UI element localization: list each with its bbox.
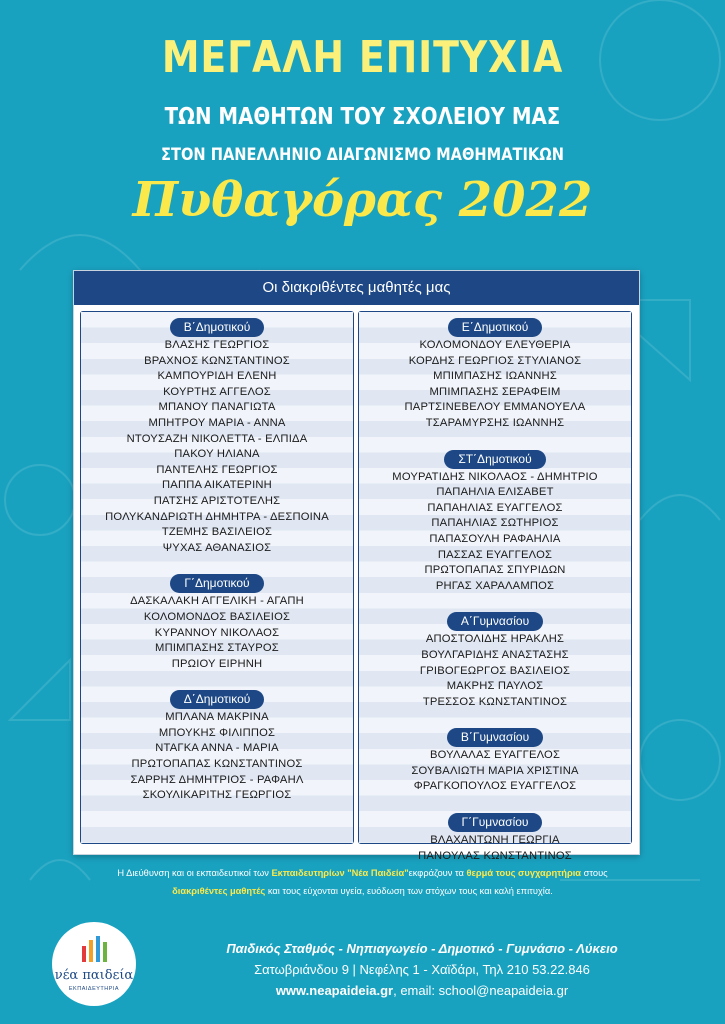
student-name: ΔΑΣΚΑΛΑΚΗ ΑΓΓΕΛΙΚΗ - ΑΓΑΠΗ <box>130 595 304 608</box>
right-column <box>358 311 632 862</box>
student-name: ΤΖΕΜΗΣ ΒΑΣΙΛΕΙΟΣ <box>161 526 273 539</box>
student-name: ΠΡΩΙΟΥ ΕΙΡΗΝΗ <box>171 657 263 670</box>
student-name: ΠΑΠΑΗΛΙΑ ΕΛΙΣΑΒΕΤ <box>436 486 554 499</box>
student-name: ΝΤΑΓΚΑ ΑΝΝΑ - ΜΑΡΙΑ <box>155 742 279 755</box>
grade-badge: Γ΄Δημοτικού <box>170 574 263 593</box>
grade-badge: Α΄Γυμνασίου <box>447 612 543 631</box>
student-name: ΜΠΗΤΡΟΥ ΜΑΡΙΑ - ΑΝΝΑ <box>148 416 286 429</box>
student-name: ΒΟΥΛΑΛΑΣ ΕΥΑΓΓΕΛΟΣ <box>429 749 561 762</box>
school-logo <box>52 922 136 1006</box>
website-link[interactable]: www.neapaideia.gr <box>275 983 394 998</box>
student-name: ΜΟΥΡΑΤΙΔΗΣ ΝΙΚΟΛΑΟΣ - ΔΗΜΗΤΡΙΟ <box>392 470 598 483</box>
student-name: ΜΠΙΜΠΑΣΗΣ ΣΤΑΥΡΟΣ <box>155 642 279 655</box>
left-column <box>80 311 354 844</box>
student-name: ΝΤΟΥΣΑΖΗ ΝΙΚΟΛΕΤΤΑ - ΕΛΠΙΔΑ <box>126 432 308 445</box>
student-name: ΜΠΟΥΚΗΣ ΦΙΛΙΠΠΟΣ <box>158 726 276 739</box>
student-name: ΚΟΛΟΜΟΝΔΟΥ ΕΛΕΥΘΕΡΙΑ <box>419 339 571 351</box>
grade-badge: ΣΤ΄Δημοτικού <box>444 450 545 469</box>
student-name: ΜΠΙΜΠΑΣΗΣ ΙΩΑΝΝΗΣ <box>433 370 557 383</box>
student-name: ΒΟΥΛΓΑΡΙΔΗΣ ΑΝΑΣΤΑΣΗΣ <box>421 648 569 661</box>
student-name: ΚΟΛΟΜΟΝΔΟΣ ΒΑΣΙΛΕΙΟΣ <box>143 610 291 623</box>
student-name: ΚΑΜΠΟΥΡΙΔΗ ΕΛΕΝΗ <box>157 370 277 383</box>
grade-badge: Ε΄Δημοτικού <box>448 318 543 337</box>
student-name: ΚΟΡΔΗΣ ΓΕΩΡΓΙΟΣ ΣΤΥΛΙΑΝΟΣ <box>408 354 582 367</box>
student-name: ΠΑΠΑΗΛΙΑΣ ΣΩΤΗΡΙΟΣ <box>431 517 559 530</box>
subtitle-students: ΤΩΝ ΜΑΘΗΤΩΝ ΤΟΥ ΣΧΟΛΕΙΟΥ ΜΑΣ <box>164 104 561 130</box>
congratulations-note: Η Διεύθυνση και οι εκπαιδευτικοί των Εκπαιδευτηρίων "Νέα Παιδεία"εκφράζουν τα θερμά τους συγχαρητήρια στους διακριθέντες μαθητές και τους εύχονται υγεία, ευόδωση των στόχων τους και καλή επιτυχία. <box>117 868 608 896</box>
logo-subtitle: ΕΚΠΑΙΔΕΥΤΗΡΙΑ <box>68 986 120 992</box>
student-name: ΑΠΟΣΤΟΛΙΔΗΣ ΗΡΑΚΛΗΣ <box>425 633 565 646</box>
student-name: ΠΑΚΟΥ ΗΛΙΑΝΑ <box>174 448 260 461</box>
student-name: ΠΑΝΤΕΛΗΣ ΓΕΩΡΓΙΟΣ <box>156 463 278 476</box>
student-name: ΒΡΑΧΝΟΣ ΚΩΝΣΤΑΝΤΙΝΟΣ <box>144 354 290 367</box>
student-name: ΨΥΧΑΣ ΑΘΑΝΑΣΙΟΣ <box>162 541 272 554</box>
panel-title: Οι διακριθέντες μαθητές μας <box>74 271 639 305</box>
school-address: Σατωβριάνδου 9 | Νεφέλης 1 - Χαϊδάρι, Τηλ 210 53.22.846 <box>254 962 590 977</box>
student-name: ΠΡΩΤΟΠΑΠΑΣ ΣΠΥΡΙΔΩΝ <box>424 564 566 577</box>
student-name: ΜΠΙΜΠΑΣΗΣ ΣΕΡΑΦΕΙΜ <box>429 385 561 398</box>
school-name: Εκπαιδευτηρίων "Νέα Παιδεία" <box>271 868 409 878</box>
student-name: ΜΠΑΝΟΥ ΠΑΝΑΓΙΩΤΑ <box>158 401 276 414</box>
logo-name: νέα παιδεία <box>54 968 134 983</box>
student-name: ΓΡΙΒΟΓΕΩΡΓΟΣ ΒΑΣΙΛΕΙΟΣ <box>419 664 571 677</box>
student-name: ΜΠΛΑΝΑ ΜΑΚΡΙΝΑ <box>165 711 269 724</box>
student-name: ΦΡΑΓΚΟΠΟΥΛΟΣ ΕΥΑΓΓΕΛΟΣ <box>413 780 577 793</box>
student-name: ΣΚΟΥΛΙΚΑΡΙΤΗΣ ΓΕΩΡΓΙΟΣ <box>142 789 292 802</box>
student-name: ΠΑΠΑΗΛΙΑΣ ΕΥΑΓΓΕΛΟΣ <box>427 501 563 514</box>
student-name: ΠΑΤΣΗΣ ΑΡΙΣΤΟΤΕΛΗΣ <box>153 494 281 507</box>
email-text[interactable]: , email: school@neapaideia.gr <box>393 983 569 998</box>
school-levels: Παιδικός Σταθμός - Νηπιαγωγείο - Δημοτικό - Γυμνάσιο - Λύκειο <box>226 941 618 956</box>
student-name: ΒΛΑΣΗΣ ΓΕΩΡΓΙΟΣ <box>164 339 270 351</box>
honored-students-panel <box>73 270 640 862</box>
competition-name: Πυθαγόρας 2022 <box>132 172 593 228</box>
student-name: ΣΑΡΡΗΣ ΔΗΜΗΤΡΙΟΣ - ΡΑΦΑΗΛ <box>130 773 304 786</box>
student-name: ΠΑΣΣΑΣ ΕΥΑΓΓΕΛΟΣ <box>437 548 553 561</box>
main-title: ΜΕΓΑΛΗ ΕΠΙΤΥΧΙΑ <box>161 32 564 83</box>
grade-badge: Γ΄Γυμνασίου <box>448 813 543 832</box>
honored-students-text: διακριθέντες μαθητές <box>172 886 266 896</box>
student-name: ΠΟΛΥΚΑΝΔΡΙΩΤΗ ΔΗΜΗΤΡΑ - ΔΕΣΠΟΙΝΑ <box>105 510 329 523</box>
grade-badge: Δ΄Δημοτικού <box>170 690 265 709</box>
student-name: ΠΑΡΤΣΙΝΕΒΕΛΟΥ ΕΜΜΑΝΟΥΕΛΑ <box>404 401 586 414</box>
student-name: ΣΟΥΒΑΛΙΩΤΗ ΜΑΡΙΑ ΧΡΙΣΤΙΝΑ <box>411 764 579 777</box>
student-name: ΠΑΠΠΑ ΑΙΚΑΤΕΡΙΝΗ <box>162 479 272 492</box>
student-name: ΜΑΚΡΗΣ ΠΑΥΛΟΣ <box>446 680 544 693</box>
logo-bars-icon <box>80 936 108 962</box>
student-name: ΒΛΑΧΑΝΤΩΝΗ ΓΕΩΡΓΙΑ <box>430 834 560 847</box>
student-name: ΚΟΥΡΤΗΣ ΑΓΓΕΛΟΣ <box>163 385 271 398</box>
student-name: ΠΡΩΤΟΠΑΠΑΣ ΚΩΝΣΤΑΝΤΙΝΟΣ <box>131 758 303 771</box>
student-name: ΤΣΑΡΑΜΥΡΣΗΣ ΙΩΑΝΝΗΣ <box>425 416 565 429</box>
student-name: ΚΥΡΑΝΝΟΥ ΝΙΚΟΛΑΟΣ <box>154 626 280 639</box>
student-name: ΠΑΠΑΣΟΥΛΗ ΡΑΦΑΗΛΙΑ <box>429 532 561 545</box>
grade-badge: Β΄Δημοτικού <box>170 318 265 337</box>
contact-line <box>152 983 692 998</box>
student-name: ΤΡΕΣΣΟΣ ΚΩΝΣΤΑΝΤΙΝΟΣ <box>422 695 568 708</box>
student-name: ΡΗΓΑΣ ΧΑΡΑΛΑΜΠΟΣ <box>435 579 555 592</box>
grade-badge: Β΄Γυμνασίου <box>447 728 543 747</box>
student-name: ΠΑΝΟΥΛΑΣ ΚΩΝΣΤΑΝΤΙΝΟΣ <box>418 849 572 862</box>
warm-congrats: θερμά τους συγχαρητήρια <box>466 868 582 878</box>
subtitle-competition: ΣΤΟΝ ΠΑΝΕΛΛΗΝΙΟ ΔΙΑΓΩΝΙΣΜΟ ΜΑΘΗΜΑΤΙΚΩΝ <box>161 145 564 165</box>
